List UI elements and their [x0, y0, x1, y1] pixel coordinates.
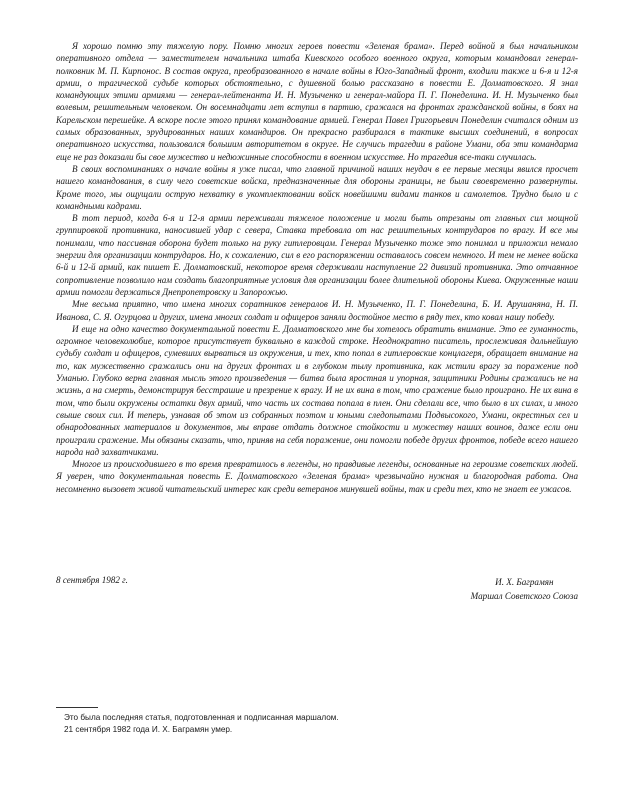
paragraph: В тот период, когда 6-я и 12-я армии переживали тяжелое положение и могли быть отрезаны от главных сил мощной группировкой противника, наносившей удар с севера, Ставка требовала от нас решительных контрударов по врагу. И все мы понимали, что пассивная оборона будет только на руку гитлеровцам. Генерал Музыченко тоже это понимал и приложил немало энергии для организации контрударов. Но, к сожалению, сил в его распоряжении оставалось совсем немного. И тем не менее войска 6-й и 12-й армий, как пишет Е. Долматовский, некоторое время сдерживали наступление 22 дивизий противника. Это отчаянное сопротивление позволило нам создать благоприятные условия для организации более длительной обороны Киева. Окруженные наши армии помогли держаться Днепропетровску и Запорожью. [56, 213, 578, 297]
footnote-divider [56, 707, 98, 708]
footnote-line: Это была последняя статья, подготовленная и подписанная маршалом. [64, 713, 339, 722]
paragraph: Мне весьма приятно, что имена многих соратников генералов И. Н. Музыченко, П. Г. Понеделина, Б. И. Арушаняна, Н. П. Иванова, С. Я. Огурцова и других, имена многих солдат и офицеров заняли достойное место в ряду тех, кто ковал нашу победу. [56, 299, 578, 322]
article-body [56, 40, 578, 495]
signature-block [56, 575, 578, 615]
paragraph: И еще на одно качество документальной повести Е. Долматовского мне бы хотелось обратить внимание. Это ее гуманность, огромное человеколюбие, которое присутствует буквально в каждой строке. Неоднократно писатель, прослеживая дальнейшую судьбу солдат и офицеров, сумевших вырваться из окружения, и тех, кто попал в гитлеровские концлагеря, обращает внимание на то, как мужественно сражались они на других фронтах и в глубоком тылу противника, как мстили врагу за поражение под Уманью. Глубоко верна главная мысль этого произведения — битва была яростная и упорная, защитники Родины сражались не на жизнь, а на смерть, демонстрируя бесстрашие и презрение к врагу. И не их вина в том, что сражение было проиграно. Не их вина в том, что были окружены остатки двух армий, что часть их состава попала в плен. Они сделали все, что было в их силах, и много свыше своих сил. И теперь, узнавая об этом из собранных поэтом и юными следопытами Подвысокого, Умани, окрестных сел и обнародованных материалов и документов, мы вправе отдать должное стойкости и мужеству наших воинов, даже если они проиграли сражение. Мы обязаны сказать, что, приняв на себя поражение, они помогли победе других фронтов, победе всего нашего народа над захватчиками. [56, 323, 578, 457]
footnote [56, 712, 456, 735]
signature-name: И. Х. Баграмян [495, 577, 554, 587]
paragraph: Многое из происходившего в то время превратилось в легенды, но правдивые легенды, основанные на героизме советских людей. Я уверен, что документальная повесть Е. Долматовского «Зеленая брама» чрезвычайно нужная и благородная работа. Она несомненно вызовет живой читательский интерес как среди ветеранов минувшей войны, так и среди тех, кто не знает ее ужасов. [56, 459, 578, 494]
paragraph: В своих воспоминаниях о начале войны я уже писал, что главной причиной наших неудач в ее первые месяцы явился просчет нашего командования, в силу чего советские войска, предназначенные для обороны границы, не были своевременно развернуты. Кроме того, мы ощущали острую нехватку в укомплектовании войск новейшими видами танков и самолетов. Трудно было и с командными кадрами. [56, 163, 578, 211]
paragraph: Я хорошо помню эту тяжелую пору. Помню многих героев повести «Зеленая брама». Перед войной я был начальником оперативного отдела — заместителем начальника штаба Киевского особого военного округа, которым командовал генерал-полковник М. П. Кирпонос. В состав округа, преобразованного в начале войны в Юго-Западный фронт, входили также и 6-я и 12-я армии, о трагической судьбе которых обстоятельно, с душевной болью рассказано в повести Е. Долматовского. Я знал командующих этими армиями — генерал-лейтенанта И. Н. Музыченко и генерал-майора П. Г. Понеделина. И. Н. Музыченко был волевым, решительным человеком. Он восемнадцати лет вступил в партию, сражался на фронтах гражданской войны, в боях на Карельском перешейке. А вскоре после этого принял командование армией. Генерал Павел Григорьевич Понеделин считался одним из самых образованных, эрудированных наших командиров. Он прекрасно разбирался в тактике высших соединений, в вопросах оперативного искусства, пользовался большим авторитетом в округе. Не случись трагедии в районе Умани, оба эти командарма еще не раз доказали бы свое мужество и недюжинные способности в военном искусстве. Но трагедия все-таки случилась. [56, 41, 578, 162]
signature-title: Маршал Советского Союза [470, 591, 578, 601]
footnote-line: 21 сентября 1982 года И. Х. Баграмян умер. [64, 724, 233, 734]
signature [471, 575, 578, 603]
signature-date: 8 сентября 1982 г. [56, 575, 128, 585]
